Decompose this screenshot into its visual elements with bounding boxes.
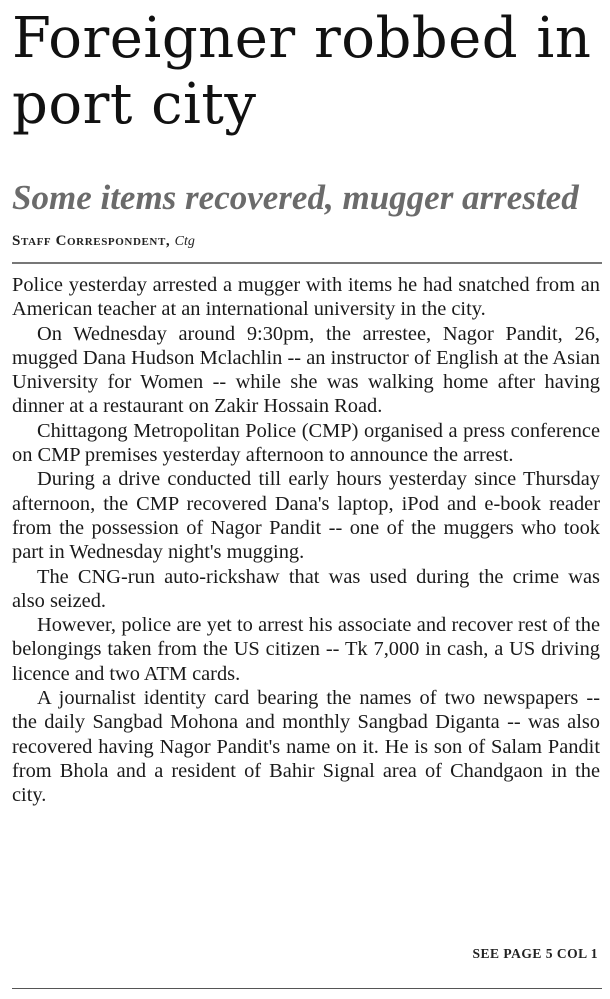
byline-place: Ctg	[174, 234, 195, 249]
subheadline: Some items recovered, mugger arrested	[12, 178, 579, 217]
top-divider	[12, 262, 602, 264]
paragraph: The CNG-run auto-rickshaw that was used during the crime was also seized.	[12, 565, 600, 612]
paragraph: However, police are yet to arrest his associate and recover rest of the belongings taken from the US citizen -- Tk 7,000 in cash, a US driving licence and two ATM cards.	[12, 614, 600, 685]
byline-author: Staff Correspondent,	[12, 233, 171, 249]
paragraph: During a drive conducted till early hours yesterday since Thursday afternoon, the CMP recovered Dana's laptop, iPod and e-book reader from the possession of Nagor Pandit -- one of the muggers who took part in Wednesday night's mugging.	[12, 468, 600, 564]
headline: Foreigner robbed in port city	[12, 6, 592, 137]
paragraph: Police yesterday arrested a mugger with items he had snatched from an American teacher at an international university in the city.	[12, 274, 600, 321]
paragraph: On Wednesday around 9:30pm, the arrestee, Nagor Pandit, 26, mugged Dana Hudson Mclachlin -- an instructor of English at the Asian University for Women -- while she was walking home after having dinner at a restaurant on Zakir Hossain Road.	[12, 322, 600, 418]
paragraph: Chittagong Metropolitan Police (CMP) organised a press conference on CMP premises yesterday afternoon to announce the arrest.	[12, 419, 600, 467]
continuation-note: SEE PAGE 5 COL 1	[472, 946, 598, 961]
article-body	[12, 273, 600, 808]
bottom-divider	[12, 988, 602, 989]
byline	[12, 233, 195, 250]
paragraph: A journalist identity card bearing the names of two newspapers -- the daily Sangbad Mohona and monthly Sangbad Diganta -- was also recovered having Nagor Pandit's name on it. He is son of Salam Pandit from Bhola and a resident of Bahir Signal area of Chandgaon in the city.	[12, 687, 600, 807]
